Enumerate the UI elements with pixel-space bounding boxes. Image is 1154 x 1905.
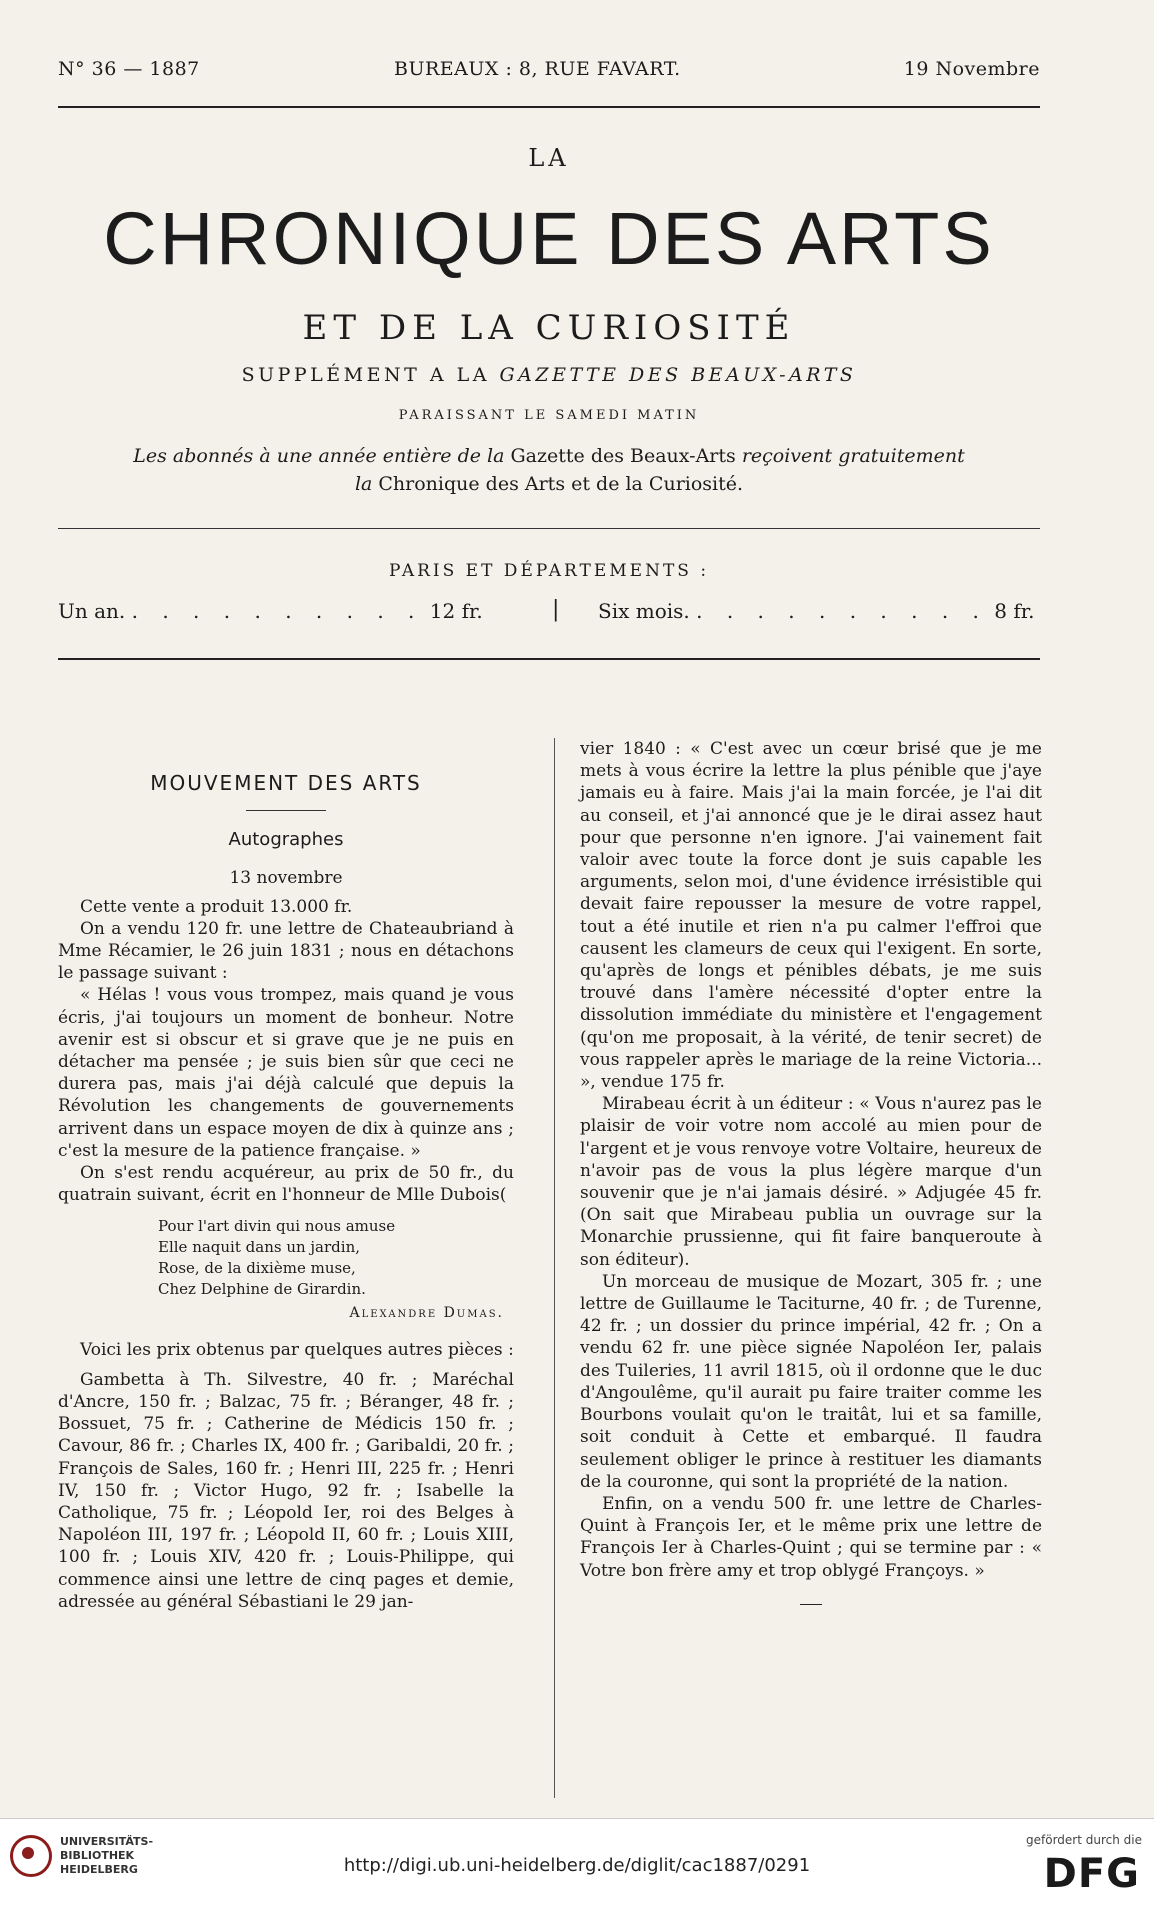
year-label: Un an. bbox=[58, 599, 126, 623]
section-title: MOUVEMENT DES ARTS bbox=[150, 771, 422, 795]
paragraph: « Hélas ! vous vous trompez, mais quand je vous écris, j'ai toujours un moment de bonheur. Notre avenir est si obscur et si grave que je ne puis en détacher ma pensée ; je suis bien sûr que ceci ne durera pas, mais j'ai déjà calculé que depuis la Révolution les changements de gouvernements arrivent dans un espace moyen de dix à quinze ans ; c'est la mesure de la patience française. » bbox=[58, 985, 514, 1161]
institution-line: UNIVERSITÄTS- bbox=[60, 1835, 154, 1848]
dfg-logo: DFG bbox=[1043, 1851, 1140, 1897]
quatrain bbox=[158, 1216, 514, 1300]
issue-number: N° 36 — 1887 bbox=[58, 58, 200, 80]
right-column bbox=[580, 738, 1042, 1605]
notice-part: reçoivent gratuitement bbox=[735, 445, 965, 467]
paragraph: Cette vente a produit 13.000 fr. bbox=[80, 896, 353, 917]
end-dash bbox=[800, 1604, 822, 1605]
masthead-subtitle: ET DE LA CURIOSITÉ bbox=[302, 308, 796, 348]
paragraph: Voici les prix obtenus par quelques autres pièces : bbox=[80, 1339, 514, 1360]
issue-date: 19 Novembre bbox=[903, 58, 1040, 80]
paragraph: On s'est rendu acquéreur, au prix de 50 fr., du quatrain suivant, écrit en l'honneur de Mlle Dubois( bbox=[58, 1163, 514, 1206]
subscription-six-months bbox=[598, 599, 1035, 623]
notice-chronique: Chronique des Arts et de la Curiosité. bbox=[378, 473, 744, 495]
masthead-la: LA bbox=[528, 144, 570, 172]
poem-line: Pour l'art divin qui nous amuse bbox=[158, 1217, 396, 1236]
header-rule bbox=[58, 106, 1040, 108]
source-url-link[interactable]: http://digi.ub.uni-heidelberg.de/diglit/cac1887/0291 bbox=[343, 1855, 811, 1876]
supplement-prefix: SUPPLÉMENT A LA bbox=[241, 364, 500, 386]
masthead-rule bbox=[58, 528, 1040, 529]
paragraph: Un morceau de musique de Mozart, 305 fr. ; une lettre de Guillaume le Taciturne, 40 fr. ; de Turenne, 42 fr. ; un dossier du prince impérial, 42 fr. ; On a vendu 62 fr. une pièce signée Napoléon Ier, palais des Tuileries, 11 avril 1815, où il ordonne que le duc d'Angoulême, qu'il aurait pu faire traiter comme les Bourbons voulait qu'on le traitât, lui et sa famille, soit conduit à Cette et embarqué. Il faudra seulement obliger le prince à restituer les diamants de la couronne, qui sont la propriété de la nation. bbox=[580, 1271, 1042, 1492]
poem-signature: Alexandre Dumas. bbox=[349, 1305, 504, 1322]
notice-part: Les abonnés à une année entière de la bbox=[133, 445, 511, 467]
poem-line: Chez Delphine de Girardin. bbox=[158, 1280, 366, 1299]
publication-frequency: PARAISSANT LE SAMEDI MATIN bbox=[398, 408, 700, 423]
section-rule bbox=[246, 810, 326, 811]
paragraph: Enfin, on a vendu 500 fr. une lettre de Charles-Quint à François Ier, et le même prix une lettre de François Ier à Charles-Quint ; qui se termine par : « Votre bon frère amy et trop oblygé Françoys. » bbox=[580, 1493, 1042, 1581]
paragraph: On a vendu 120 fr. une lettre de Chateaubriand à Mme Récamier, le 26 juin 1831 ; nous en détachons le passage suivant : bbox=[58, 918, 514, 984]
bureaux-address: BUREAUX : 8, RUE FAVART. bbox=[394, 58, 681, 80]
poem-line: Elle naquit dans un jardin, bbox=[158, 1238, 361, 1257]
paragraph: vier 1840 : « C'est avec un cœur brisé que je me mets à vous écrire la lettre la plus pénible que j'aye jamais eu à faire. Mais j'ai la main forcée, je l'ai dit au conseil, et j'ai annoncé que je le dirai assez haut pour que personne n'en ignore. J'ai vainement fait valoir avec toute la force dont je suis capable les arguments, selon moi, d'une évidence irrésistible qui devait faire repousser la mesure de votre rappel, tout a été inutile et rien n'a pu calmer l'effroi que causent les clameurs de ceux qui l'exigent. En sorte, qu'après de longs et pénibles débats, je me suis trouvé dans l'amère nécessité d'opter entre la dissolution immédiate du ministère et l'engagement (qu'on me proposait, à la vérité, de tenir secret) de vous rappeler après le mariage de la reine Victoria... », vendue 175 fr. bbox=[580, 739, 1042, 1093]
six-price: 8 fr. bbox=[994, 599, 1035, 623]
digitization-footer bbox=[0, 1818, 1154, 1905]
supplement-gazette: GAZETTE DES BEAUX-ARTS bbox=[499, 364, 857, 386]
year-price: 12 fr. bbox=[429, 599, 483, 623]
price-separator: | bbox=[552, 597, 560, 622]
left-column bbox=[58, 738, 514, 1613]
institution-line: HEIDELBERG bbox=[60, 1863, 138, 1876]
paragraph: Gambetta à Th. Silvestre, 40 fr. ; Maréchal d'Ancre, 150 fr. ; Balzac, 75 fr. ; Béranger, 48 fr. ; Bossuet, 75 fr. ; Catherine de Médicis 150 fr. ; Cavour, 86 fr. ; Charles IX, 400 fr. ; Garibaldi, 20 fr. ; François de Sales, 160 fr. ; Henri III, 225 fr. ; Henri IV, 150 fr. ; Victor Hugo, 92 fr. ; Isabelle la Catholique, 75 fr. ; Léopold Ier, roi des Belges à Napoléon III, 197 fr. ; Léopold II, 60 fr. ; Louis XIII, 100 fr. ; Louis XIV, 420 fr. ; Louis-Philippe, qui commence ainsi une lettre de cinq pages et demie, adressée au général Sébastiani le 29 jan- bbox=[58, 1369, 514, 1612]
funded-by-label: gefördert durch die bbox=[1026, 1833, 1142, 1847]
subscription-year bbox=[58, 599, 483, 623]
notice-part: la bbox=[354, 473, 379, 495]
six-dots: . . . . . . . . . . bbox=[696, 599, 988, 623]
subscriber-notice bbox=[58, 442, 1040, 498]
subscription-rule bbox=[58, 658, 1040, 660]
article-date: 13 novembre bbox=[229, 868, 343, 889]
article-subtitle: Autographes bbox=[228, 829, 344, 851]
notice-gazette: Gazette des Beaux-Arts bbox=[510, 445, 736, 467]
subscription-heading: PARIS ET DÉPARTEMENTS : bbox=[388, 561, 710, 581]
year-dots: . . . . . . . . . . bbox=[131, 599, 424, 623]
poem-line: Rose, de la dixième muse, bbox=[158, 1259, 356, 1278]
six-label: Six mois. bbox=[598, 599, 690, 623]
institution-line: BIBLIOTHEK bbox=[60, 1849, 135, 1862]
masthead-title: CHRONIQUE DES ARTS bbox=[103, 197, 995, 280]
paragraph: Mirabeau écrit à un éditeur : « Vous n'aurez pas le plaisir de voir votre nom accolé au mien pour de l'argent et je vous renvoye votre Voltaire, heureux de n'avoir pas de vous la plus légère marque d'un souvenir que je n'ai jamais désiré. » Adjugée 45 fr. (On sait que Mirabeau publia un ouvrage sur la Monarchie prussienne, qui fit faire banqueroute à son éditeur). bbox=[580, 1094, 1042, 1270]
column-divider bbox=[554, 738, 555, 1798]
newspaper-page bbox=[58, 48, 1040, 1818]
supplement-line bbox=[58, 364, 1040, 386]
